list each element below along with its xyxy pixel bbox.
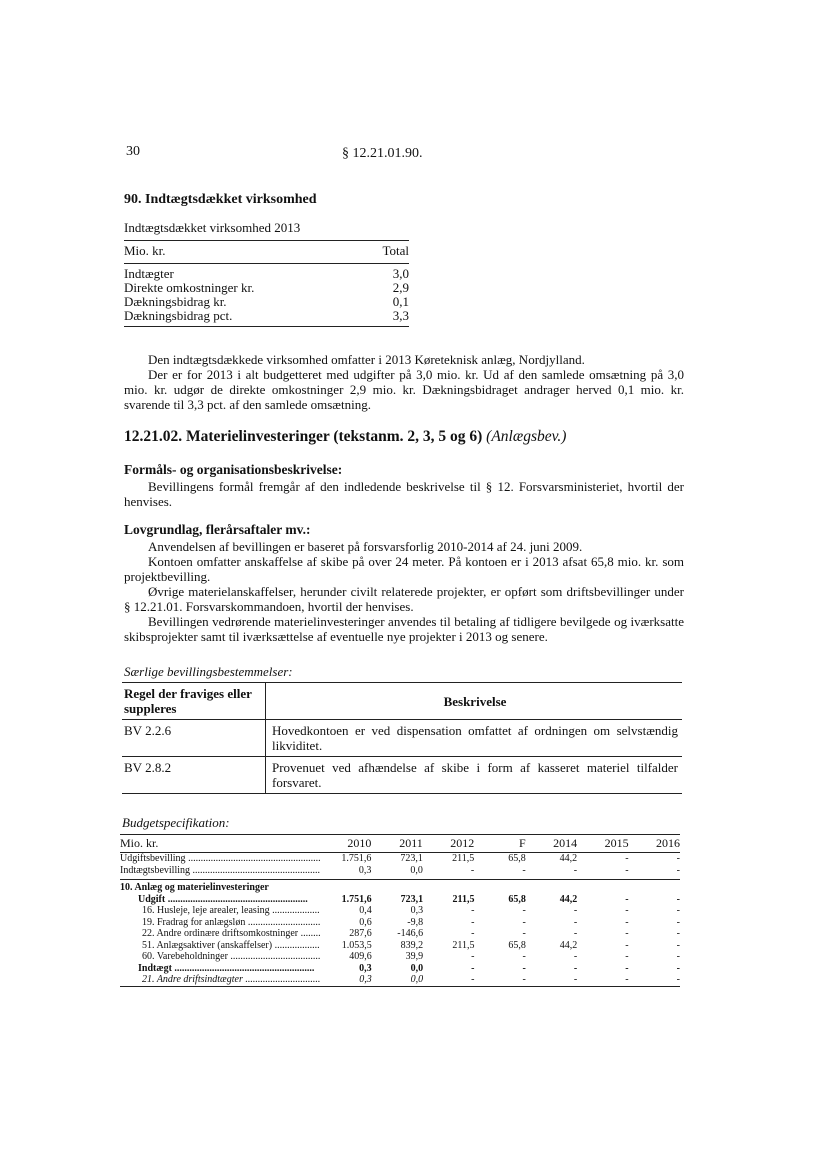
budget-column-header: 2014 — [553, 836, 578, 850]
paragraph: Der er for 2013 i alt budgetteret med udgifter på 3,0 mio. kr. Ud af den samlede omsætning på 3,0 mio. kr. udgør de direkte omkostninger 2,9 mio. kr. Dækningsbidraget andrager herved 0,1 mio. kr. svarende til 3,3 pct. af den samlede omsætning. — [124, 367, 684, 412]
row-value: 3,3 — [392, 308, 409, 323]
row-value: 0,1 — [392, 294, 409, 309]
budget-row-label-text: 10. Anlæg og materielinvesteringer — [120, 882, 269, 893]
budget-cell: 44,2 — [559, 893, 578, 905]
paragraph: Den indtægtsdækkede virksomhed omfatter i 2013 Køreteknisk anlæg, Nordjylland. — [148, 352, 585, 367]
budget-spec-label: Budgetspecifikation: — [122, 815, 230, 830]
row-label: Dækningsbidrag pct. — [124, 308, 233, 323]
budget-cell: - — [676, 951, 680, 962]
budget-column-header: 2012 — [450, 836, 475, 850]
budget-cell: 211,5 — [452, 853, 475, 864]
budget-row-label-text: 21. Andre driftsindtægter ..... — [142, 974, 320, 985]
budget-cell: -9,8 — [407, 916, 424, 928]
budget-cell: 723,1 — [400, 893, 424, 905]
budget-cell: 44,2 — [559, 939, 578, 951]
budget-row — [120, 894, 680, 906]
budget-column-header: F — [519, 836, 526, 850]
unit-header: Mio. kr. — [124, 243, 166, 258]
page-number: 30 — [126, 144, 140, 159]
budget-cell: - — [625, 864, 629, 876]
rule-cell: BV 2.8.2 — [122, 757, 266, 793]
budget-cell: 0,6 — [359, 916, 372, 928]
budget-row-label-text: 51. Anlægsaktiver (anskaffelser) ..... — [142, 940, 320, 951]
budget-cell: - — [522, 962, 526, 974]
budget-table-header — [120, 835, 680, 853]
budget-column-header: 2011 — [399, 836, 423, 850]
budget-cell: - — [573, 951, 578, 962]
budget-cell: - — [676, 928, 680, 939]
budget-cell — [423, 882, 474, 894]
budget-row — [120, 940, 680, 952]
row-label: Direkte omkostninger kr. — [124, 280, 255, 295]
description-cell: Provenuet ved afhændelse af skibe i form af kasseret materiel tilfalder forsvaret. — [272, 760, 678, 790]
budget-row — [120, 853, 680, 865]
row-label: Indtægter — [124, 266, 174, 281]
purpose-text — [124, 479, 684, 509]
budget-row-label — [120, 853, 320, 865]
section-90-text — [124, 352, 684, 412]
budget-cell: - — [676, 893, 681, 905]
budget-unit-header: Mio. kr. — [120, 836, 159, 850]
budget-row-label-text: 19. Fradrag for anlægsløn ..... — [142, 917, 320, 928]
budget-cell — [629, 882, 680, 894]
budget-row-label-text: Udgift ..... — [138, 894, 308, 905]
paragraph: Bevillingen vedrørende materielinvesteringer anvendes til betaling af tidligere bevilgede og iværksatte skibsprojekter samt til iværksættelse af eventuelle nye projekter i 2013 og senere. — [124, 614, 684, 644]
budget-cell: 409,6 — [349, 951, 372, 962]
budget-cell: - — [471, 928, 475, 939]
special-provisions-row — [122, 757, 682, 794]
budget-cell: - — [676, 864, 680, 876]
budget-cell: 65,8 — [508, 939, 526, 951]
budget-row-label-text: 60. Varebeholdninger ..... — [142, 951, 320, 962]
budget-cell: - — [471, 905, 475, 916]
budget-cell: 0,3 — [358, 864, 372, 876]
budget-row-label — [120, 974, 320, 986]
budget-cell: - — [676, 962, 681, 974]
section-title-suffix: (Anlægsbev.) — [486, 428, 567, 445]
budget-cell: 0,3 — [410, 905, 424, 916]
section-90-heading: 90. Indtægtsdækket virksomhed — [124, 192, 317, 207]
budget-cell: - — [522, 928, 526, 939]
budget-column-header: 2010 — [347, 836, 372, 850]
budget-cell: 0,0 — [410, 962, 424, 974]
budget-cell: - — [573, 928, 578, 939]
budget-cell: 1.751,6 — [341, 853, 372, 864]
budget-cell — [577, 882, 628, 894]
budget-cell: - — [471, 916, 475, 928]
budget-cell: - — [676, 916, 680, 928]
budget-cell — [320, 882, 371, 894]
budget-row — [120, 963, 680, 975]
budget-cell: - — [471, 962, 475, 974]
total-header: Total — [382, 243, 409, 258]
budget-column-header: 2016 — [656, 836, 680, 850]
budget-cell: - — [676, 974, 680, 985]
budget-cell: 839,2 — [400, 939, 424, 951]
budget-cell: 0,4 — [359, 905, 372, 916]
budget-cell: - — [522, 974, 526, 985]
paragraph: Anvendelsen af bevillingen er baseret på forsvarsforlig 2010-2014 af 24. juni 2009. — [148, 539, 583, 554]
paragraph: Øvrige materielanskaffelser, herunder civilt relaterede projekter, er opført som driftsbevillinger under § 12.21.01. Forsvarskommandoen, hvortil der henvises. — [124, 584, 684, 614]
budget-cell — [371, 882, 422, 894]
budget-row-label — [120, 963, 320, 975]
rule-header: Regel der fraviges eller suppleres — [122, 683, 266, 719]
description-header: Beskrivelse — [443, 693, 507, 709]
budget-cell: 1.751,6 — [341, 893, 372, 905]
revenue-table-row — [124, 267, 409, 281]
row-value: 2,9 — [392, 280, 409, 295]
budget-row — [120, 951, 680, 963]
budget-cell: - — [625, 853, 629, 864]
law-text — [124, 539, 684, 644]
budget-row-label — [120, 951, 320, 963]
row-value: 3,0 — [392, 266, 409, 281]
special-provisions-label: Særlige bevillingsbestemmelser: — [124, 664, 293, 679]
budget-cell: - — [471, 974, 475, 985]
budget-cell: - — [625, 916, 629, 928]
budget-row-label-text: Indtægtsbevilling ..... — [120, 865, 320, 876]
budget-row-label — [120, 894, 320, 906]
budget-cell: - — [522, 864, 526, 876]
special-provisions-table — [122, 682, 682, 794]
budget-cell: - — [625, 962, 629, 974]
budget-row-label — [120, 865, 320, 877]
budget-row-label — [120, 917, 320, 929]
budget-row — [120, 879, 680, 894]
budget-row — [120, 974, 680, 986]
budget-cell: 287,6 — [349, 928, 372, 939]
budget-cell: - — [625, 951, 629, 962]
budget-row — [120, 865, 680, 877]
description-cell: Hovedkontoen er ved dispensation omfattet af ordningen om selvstændig likviditet. — [272, 723, 678, 753]
budget-cell: - — [625, 939, 629, 951]
budget-cell — [526, 882, 577, 894]
law-heading: Lovgrundlag, flerårsaftaler mv.: — [124, 522, 311, 537]
budget-cell: - — [676, 905, 680, 916]
budget-cell: - — [573, 916, 578, 928]
budget-row-label-text: 16. Husleje, leje arealer, leasing ..... — [142, 905, 320, 916]
budget-cell: 723,1 — [400, 853, 423, 864]
budget-cell: - — [522, 916, 526, 928]
budget-cell: 65,8 — [508, 853, 526, 864]
paragraph: Kontoen omfatter anskaffelse af skibe på over 24 meter. På kontoen er i 2013 afsat 65,8 mio. kr. som projektbevilling. — [124, 554, 684, 584]
section-title: 12.21.02. Materielinvesteringer (tekstanm. 2, 3, 5 og 6) — [124, 428, 483, 445]
budget-cell: 0,0 — [410, 974, 424, 985]
budget-cell: - — [470, 864, 475, 876]
budget-row-label-text: Indtægt ..... — [138, 963, 314, 974]
rule-cell: BV 2.2.6 — [122, 720, 266, 756]
budget-cell: - — [471, 951, 475, 962]
budget-cell: 211,5 — [452, 939, 475, 951]
revenue-table-body — [124, 264, 409, 326]
budget-row — [120, 928, 680, 940]
section-12-21-02-heading — [124, 428, 566, 446]
budget-cell: 44,2 — [559, 853, 578, 864]
revenue-table — [124, 220, 409, 327]
budget-row-label — [120, 940, 320, 952]
budget-row — [120, 905, 680, 917]
budget-cell: 39,9 — [405, 951, 424, 962]
budget-cell: - — [625, 928, 629, 939]
budget-cell: - — [625, 893, 629, 905]
budget-row — [120, 917, 680, 929]
budget-row-label-text: Udgiftsbevilling ..... — [120, 853, 320, 864]
budget-cell: 0,0 — [410, 864, 423, 876]
budget-cell: - — [573, 905, 578, 916]
budget-cell: - — [676, 939, 680, 951]
revenue-table-row — [124, 295, 409, 309]
budget-cell: - — [573, 974, 578, 985]
budget-row-label — [120, 905, 320, 917]
revenue-table-caption: Indtægtsdækket virksomhed 2013 — [124, 220, 301, 235]
budget-table — [120, 834, 680, 987]
budget-cell: - — [676, 853, 680, 864]
budget-cell: - — [522, 905, 526, 916]
revenue-table-row — [124, 309, 409, 323]
budget-row-label-text: 22. Andre ordinære driftsomkostninger ..... — [142, 928, 320, 939]
budget-cell: - — [573, 962, 578, 974]
paragraph: Bevillingens formål fremgår af den indledende beskrivelse til § 12. Forsvarsministeriet, hvortil der henvises. — [124, 479, 684, 509]
budget-cell: -146,6 — [397, 928, 424, 939]
budget-cell: 65,8 — [508, 893, 526, 905]
special-provisions-row — [122, 720, 682, 757]
budget-cell: - — [573, 864, 578, 876]
budget-cell: - — [522, 951, 526, 962]
paragraph-reference: § 12.21.01.90. — [342, 146, 423, 161]
budget-cell: - — [625, 974, 629, 985]
budget-cell: - — [625, 905, 629, 916]
budget-cell: 211,5 — [452, 893, 475, 905]
budget-cell: 0,3 — [359, 974, 372, 985]
budget-row-label — [120, 928, 320, 940]
row-label: Dækningsbidrag kr. — [124, 294, 227, 309]
budget-column-header: 2015 — [604, 836, 629, 850]
revenue-table-row — [124, 281, 409, 295]
purpose-heading: Formåls- og organisationsbeskrivelse: — [124, 462, 343, 477]
special-provisions-header — [122, 683, 682, 720]
revenue-table-header — [124, 241, 409, 263]
budget-row-label — [120, 882, 320, 894]
budget-cell — [474, 882, 525, 894]
budget-cell: 0,3 — [359, 962, 372, 974]
budget-cell: 1.053,5 — [341, 939, 372, 951]
